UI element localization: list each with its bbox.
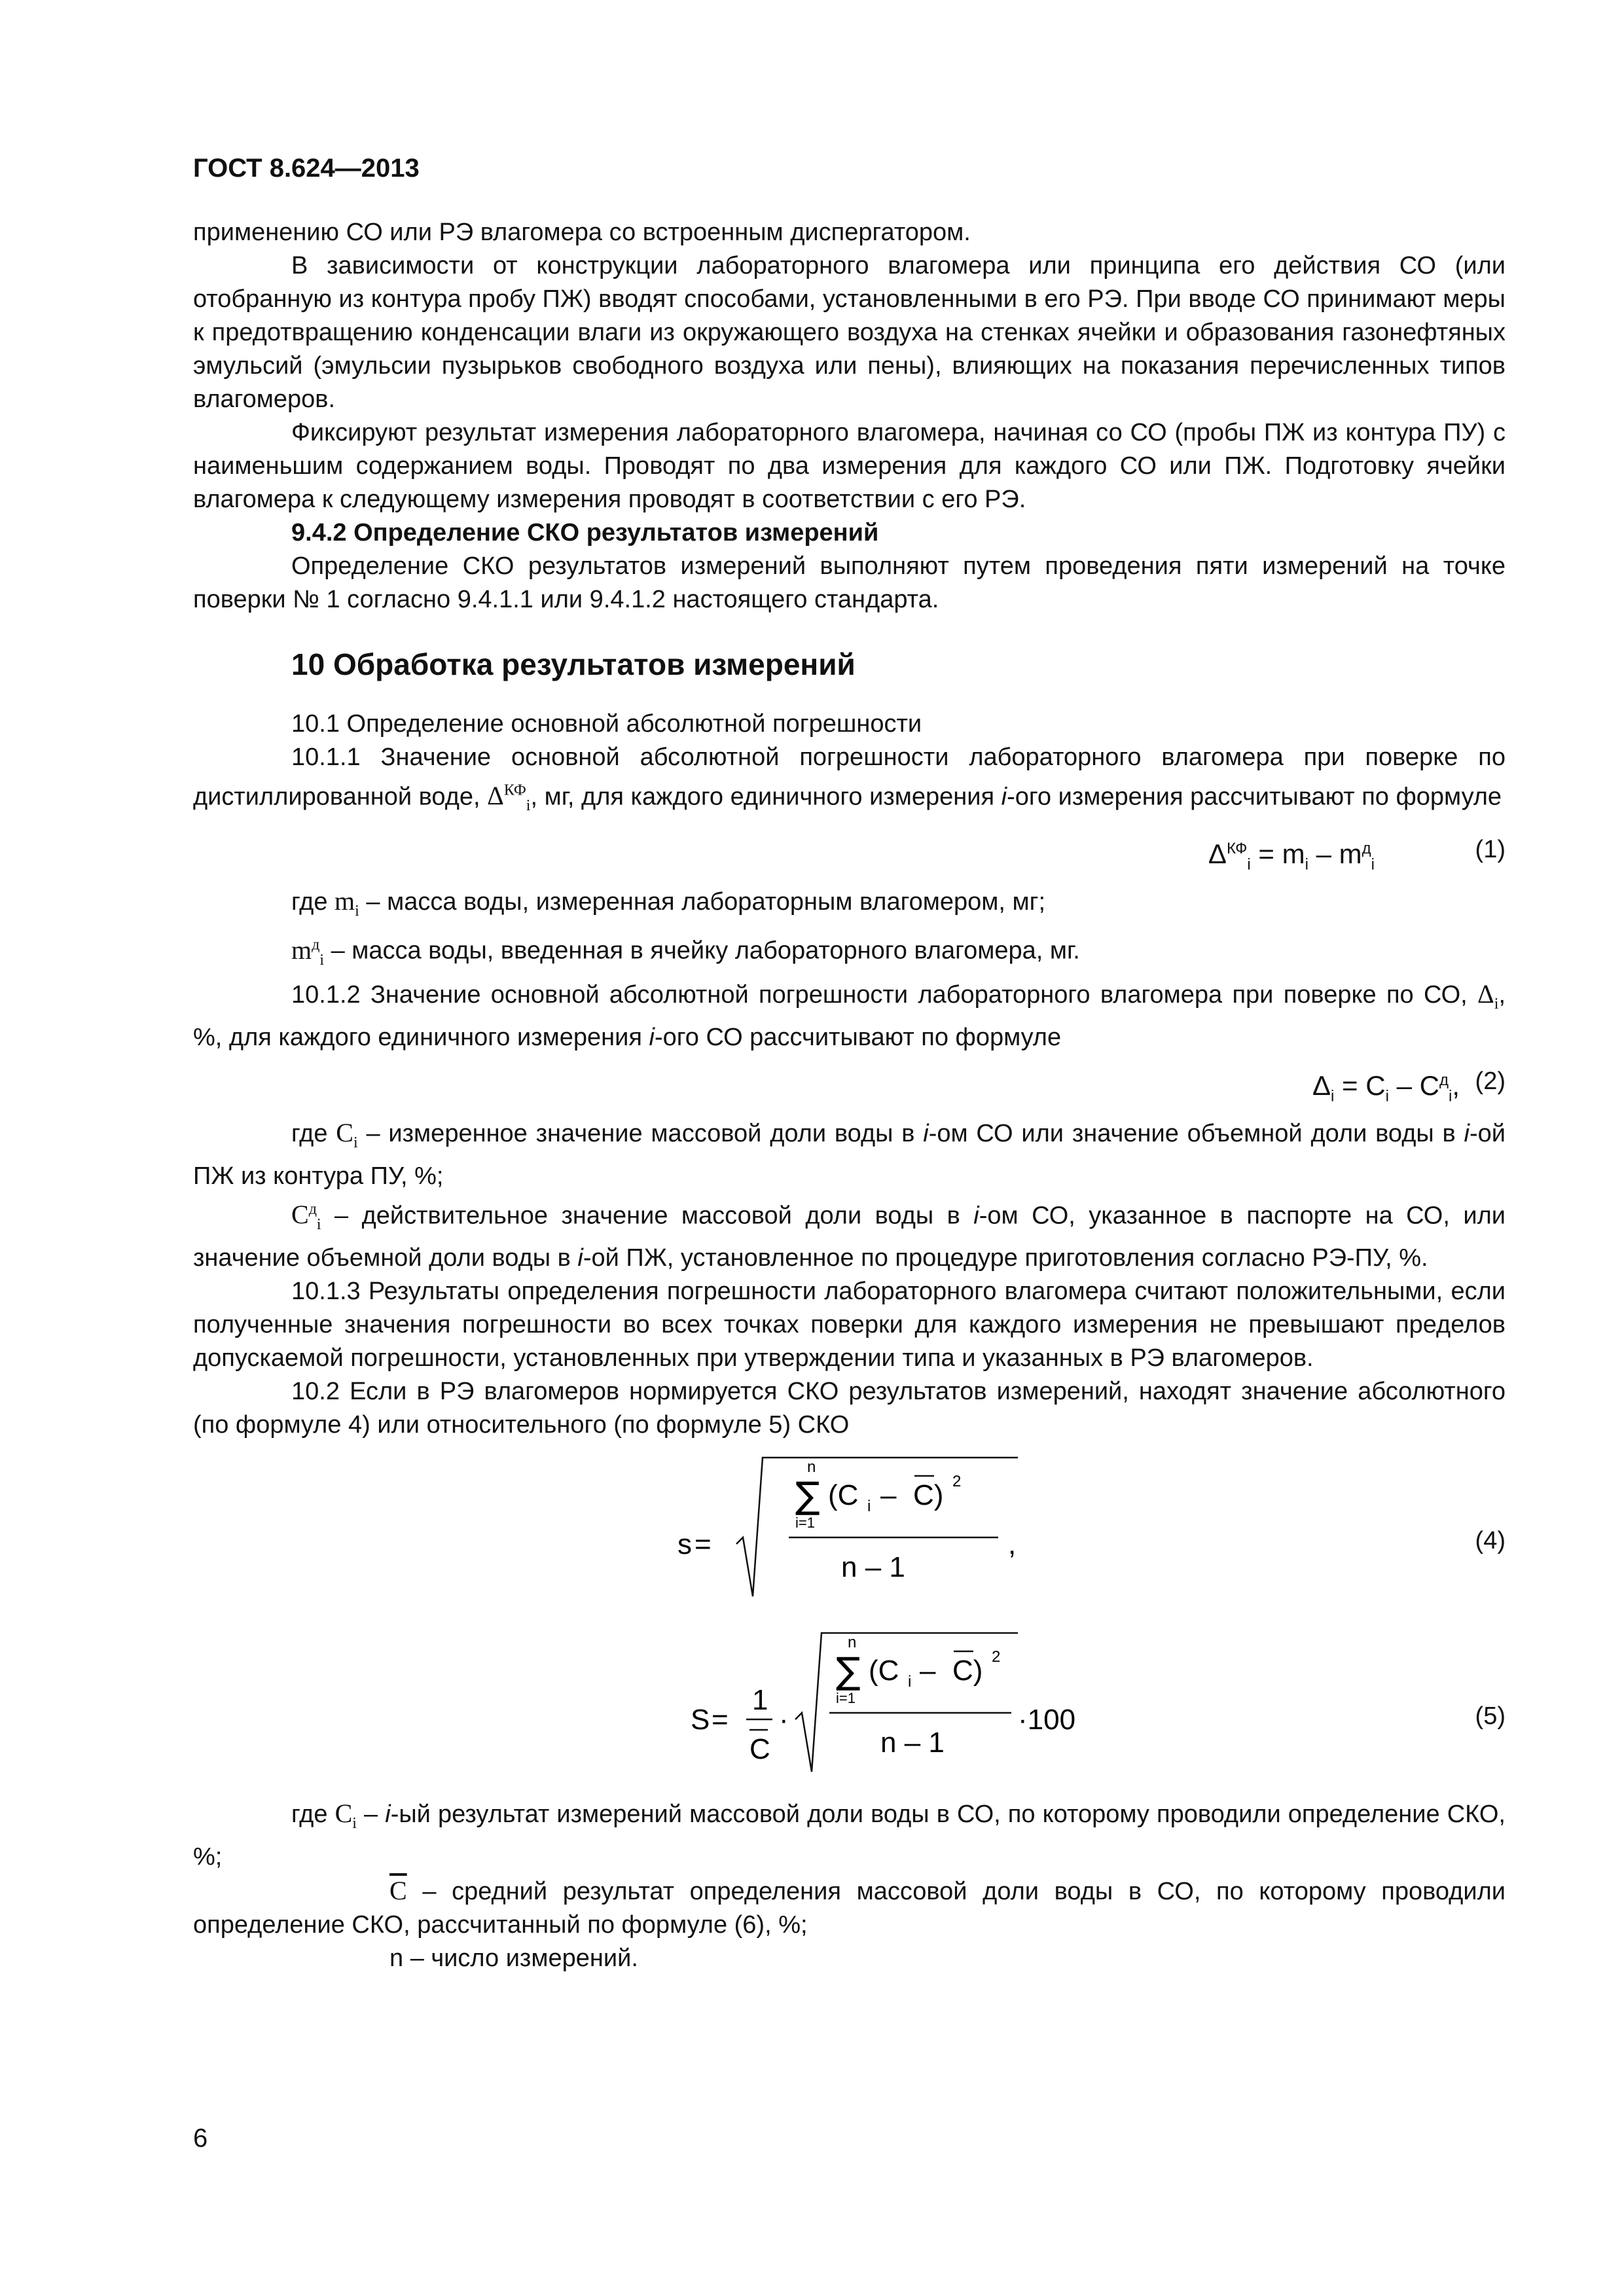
svg-text:n: n: [807, 1458, 816, 1476]
svg-text:n – 1: n – 1: [880, 1726, 945, 1759]
svg-text:1: 1: [752, 1683, 768, 1716]
paragraph: Определение СКО результатов измерений выполняют путем проведения пяти измерений на точке поверки № 1 согласно 9.4.1.1 или 9.4.1.2 настоящего стандарта.: [193, 552, 1506, 613]
formula-4-expression: [677, 1446, 1018, 1609]
paragraph: где $С_i - i-ый$ результат измерений массовой доли воды в СО, по которому проводили определение СКО, %;: [193, 1798, 1506, 1871]
symbol: $\Delta^{КФ}_i$: [487, 781, 531, 815]
svg-text:=: =: [695, 1528, 712, 1560]
formula-4: [193, 1446, 1506, 1609]
svg-text:S: S: [691, 1703, 710, 1736]
paragraph: С – средний результат определения массовой доли воды в СО, по которому проводили определение СКО, рассчитанный по формуле (6), %;: [193, 1875, 1506, 1939]
paragraph: 10.2 Если в РЭ влагомеров нормируется СКО результатов измерений, находят значение абсолютного (по формуле 4) или относительного (по формуле 5) СКО: [193, 1377, 1506, 1439]
paragraph: 10.1.3 Результаты определения погрешности лабораторного влагомера считают положительными, если полученные значения погрешности во всех точках поверки для каждого измерения не превышают пределов допускаемой погрешности, установленных при утверждении типа и указанных в РЭ влагомеров.: [193, 1277, 1506, 1372]
page-number: 6: [193, 2124, 208, 2153]
paragraph: применению СО или РЭ влагомера со встроенным диспергатором.: [193, 219, 971, 246]
symbol: $С^д_i$: [291, 1199, 321, 1233]
formula-number: (1): [1475, 836, 1506, 864]
paragraph: где $С_i$ – измеренное значение массовой доли воды в i-ом СО или значение объемной доли воды в i-ой ПЖ из контура ПУ, %;: [193, 1117, 1506, 1190]
svg-text:n: n: [848, 1633, 857, 1651]
svg-text:–: –: [880, 1479, 897, 1511]
subsection-heading: 9.4.2 Определение СКО результатов измерений: [291, 519, 879, 547]
formula-number: (5): [1475, 1702, 1506, 1730]
svg-text:(C: (C: [869, 1654, 899, 1687]
svg-text:i=1: i=1: [795, 1514, 815, 1531]
svg-text:(C: (C: [828, 1479, 859, 1511]
paragraph: $С^д_i$ – действительное значение массовой доли воды в i-ом СО, указанное в паспорте на СО, или значение объемной доли воды в i-ой ПЖ, установленное по процедуре приготовления согласно РЭ-ПУ, %.: [193, 1199, 1506, 1272]
formula-expression: $\Delta_i = С_i - С^д_i$,: [1312, 1069, 1460, 1105]
formula-number: (2): [1475, 1067, 1506, 1095]
formula-2: [193, 1058, 1506, 1104]
svg-text:2: 2: [992, 1647, 1001, 1666]
svg-text:–: –: [920, 1654, 936, 1687]
svg-text:C): C): [952, 1654, 983, 1687]
svg-text:∑: ∑: [795, 1474, 820, 1517]
svg-text:i=1: i=1: [836, 1689, 856, 1706]
svg-text:i: i: [867, 1497, 871, 1515]
svg-text:n – 1: n – 1: [841, 1551, 905, 1583]
svg-text:=: =: [712, 1703, 729, 1736]
paragraph: Фиксируют результат измерения лабораторного влагомера, начиная со СО (пробы ПЖ из контура ПУ) с наименьшим содержанием воды. Проводят по два измерения для каждого СО или ПЖ. Подготовку ячейки влагомера к следующему измерения проводят в соответствии с его РЭ.: [193, 419, 1506, 513]
formula-5: [193, 1621, 1506, 1785]
symbol: $m_i$: [334, 886, 359, 920]
symbol: С: [389, 1875, 407, 1905]
section-heading: 10 Обработка результатов измерений: [291, 647, 856, 681]
svg-text:·: ·: [779, 1703, 789, 1736]
svg-text:C): C): [913, 1479, 944, 1511]
svg-text:∑: ∑: [836, 1649, 861, 1693]
formula-number: (4): [1475, 1526, 1506, 1554]
paragraph: 10.1.2 Значение основной абсолютной погрешности лабораторного влагомера при поверке по СО, $\Delta_i$, %, для каждого единичного измерения i-ого СО рассчитывают по формуле: [193, 978, 1506, 1051]
document-body: [193, 216, 1506, 1975]
formula-expression: $\Delta^{КФ}_i = m_i - m^д_i$: [1208, 838, 1375, 874]
paragraph: 10.1.1 Значение основной абсолютной погрешности лабораторного влагомера при поверке по дистиллированной воде, $\Delta^{КФ}_i$, мг, для каждого единичного измерения i-ого измерения рассчитывают по формуле: [193, 744, 1506, 815]
symbol: $\Delta_i$: [1477, 978, 1499, 1013]
svg-text:s: s: [677, 1528, 692, 1560]
paragraph: $m^д_i$ – масса воды, введенная в ячейку лабораторного влагомера, мг.: [291, 935, 1080, 969]
svg-text:С: С: [749, 1732, 770, 1765]
svg-text:2: 2: [952, 1472, 962, 1490]
formula-1: [193, 827, 1506, 872]
symbol: $С_i$: [336, 1117, 358, 1151]
symbol: $С_i$: [334, 1798, 357, 1832]
formula-5-expression: [691, 1621, 1214, 1785]
paragraph: n – число измерений.: [389, 1944, 638, 1972]
svg-text:,: ,: [1008, 1528, 1017, 1560]
paragraph: В зависимости от конструкции лабораторного влагомера или принципа его действия СО (или отобранную из контура пробу ПЖ) вводят способами, установленными в его РЭ. При вводе СО принимают меры к предотвращению конденсации влаги из окружающего воздуха на стенках ячейки и образования газонефтяных эмульсий (эмульсии пузырьков свободного воздуха или пены), влияющих на показания перечисленных типов влагомеров.: [193, 252, 1506, 413]
svg-text:i: i: [908, 1672, 912, 1691]
paragraph: где $m_i$ – масса воды, измеренная лабораторным влагомером, мг;: [291, 886, 1046, 920]
svg-text:·100: ·100: [1018, 1703, 1076, 1736]
symbol: $m^д_i$: [291, 935, 325, 969]
paragraph: 10.1 Определение основной абсолютной погрешности: [291, 710, 922, 738]
document-header: ГОСТ 8.624—2013: [193, 154, 420, 183]
